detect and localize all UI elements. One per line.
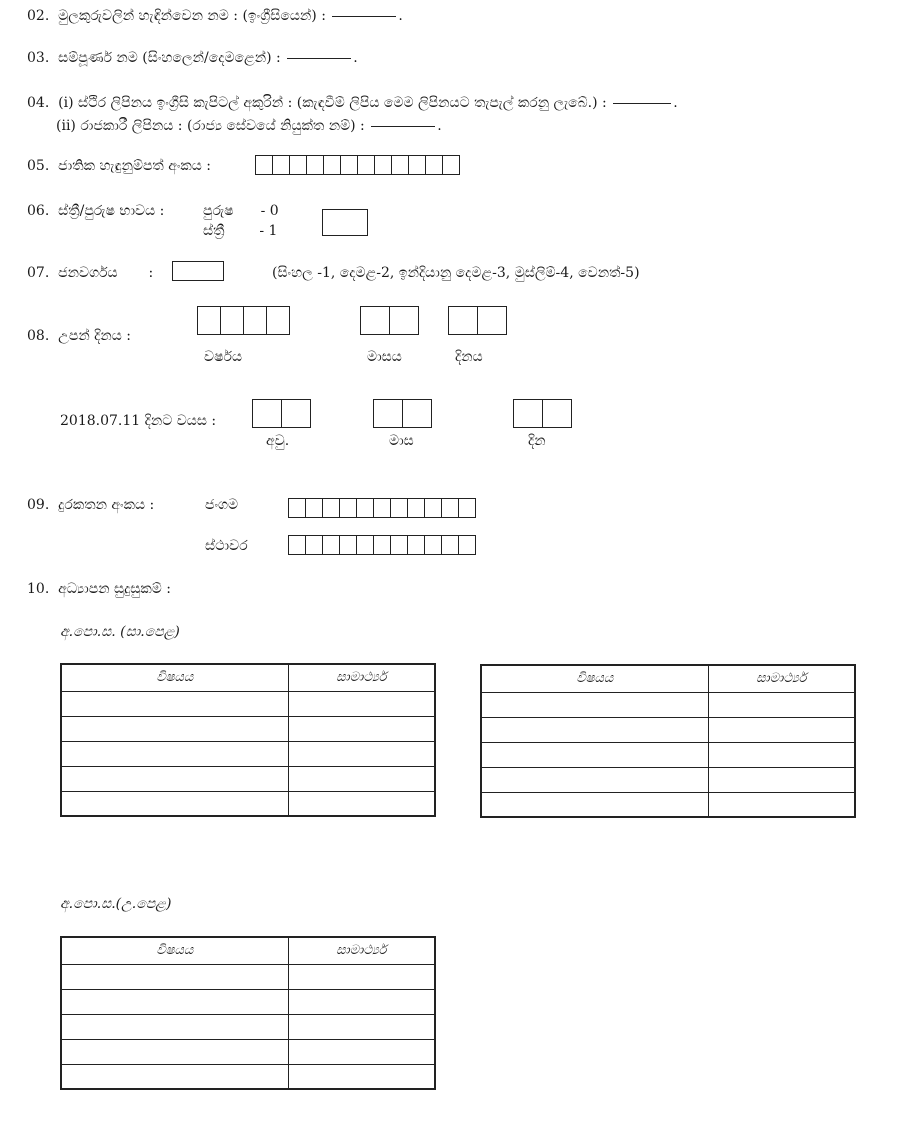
month-caption: මාසය (367, 349, 402, 365)
grade-header: සාමාර්ථ්‍ය (288, 937, 435, 964)
digit-box[interactable] (389, 306, 419, 335)
digit-box[interactable] (424, 498, 442, 518)
item-06 (27, 203, 164, 219)
digit-box[interactable] (288, 535, 306, 555)
item-10 (27, 581, 171, 597)
education-label: අධ්‍යාපන සුදුසුකම් : (58, 581, 171, 597)
gender-label: ස්ත්‍රී/පුරුෂ භාවය : (58, 203, 165, 219)
digit-box[interactable] (356, 498, 374, 518)
grade-cell[interactable] (288, 1064, 435, 1089)
grade-header: සාමාර්ථ්‍ය (708, 665, 855, 692)
digit-box[interactable] (391, 155, 409, 175)
item-09 (27, 497, 154, 513)
digit-box[interactable] (373, 498, 391, 518)
full-name-line[interactable] (287, 58, 351, 59)
digit-box[interactable] (339, 498, 357, 518)
grade-cell[interactable] (288, 791, 435, 816)
digit-box[interactable] (424, 535, 442, 555)
grade-cell[interactable] (708, 717, 855, 742)
period: . (398, 8, 403, 24)
item-04 (27, 95, 678, 111)
item-number: 09. (27, 497, 50, 513)
digit-box[interactable] (477, 306, 507, 335)
digit-box[interactable] (323, 155, 341, 175)
table-row (61, 741, 435, 766)
grade-cell[interactable] (288, 989, 435, 1014)
age-months-caption: මාස (389, 433, 414, 449)
table-row (481, 792, 855, 817)
digit-box[interactable] (357, 155, 375, 175)
subject-cell[interactable] (61, 791, 288, 816)
subject-cell[interactable] (481, 792, 708, 817)
item-number: 06. (27, 203, 50, 219)
subject-cell[interactable] (61, 989, 288, 1014)
permanent-address-line[interactable] (613, 103, 671, 104)
mobile-boxes[interactable] (288, 498, 475, 518)
digit-box[interactable] (542, 399, 572, 428)
phone-label: දුරකතන අංකය : (58, 497, 155, 513)
subject-cell[interactable] (481, 742, 708, 767)
digit-box[interactable] (373, 535, 391, 555)
dob-year-boxes[interactable] (197, 306, 289, 335)
table-row (61, 989, 435, 1014)
digit-box[interactable] (448, 306, 478, 335)
item-03 (27, 50, 358, 66)
grade-cell[interactable] (288, 1014, 435, 1039)
digit-box[interactable] (390, 498, 408, 518)
grade-cell[interactable] (708, 792, 855, 817)
digit-box[interactable] (340, 155, 358, 175)
al-title: අ.පො.ස.(උ.පෙළ) (60, 896, 172, 912)
item-number: 07. (27, 265, 50, 281)
dob-label: උපන් දිනය : (58, 328, 131, 344)
digit-box[interactable] (281, 399, 311, 428)
ethnicity-options: (සිංහල -1, දෙමළ-2, ඉන්දියානු දෙමළ-3, මුස්ලිම්-4, වෙනත්-5) (272, 265, 640, 281)
official-address-line[interactable] (371, 126, 435, 127)
item-08 (27, 328, 131, 344)
permanent-address-label: (i) ස්ථිර ලිපිනය ඉංග්‍රීසි කැපිටල් අකුරින් : (කැඳවීම් ලිපිය මෙම ලිපිනයට තැපැල් කරනු ලැබේ.) : (58, 95, 607, 111)
table-row (61, 1039, 435, 1064)
nic-label: ජාතික හැඳුනුම්පත් අංකය : (58, 158, 212, 174)
year-caption: වර්ෂය (204, 349, 243, 365)
subject-cell[interactable] (61, 1039, 288, 1064)
landline-label: ස්ථාවර (205, 538, 248, 554)
table-row (61, 1064, 435, 1089)
table-row (61, 716, 435, 741)
digit-box[interactable] (252, 399, 282, 428)
period: . (353, 50, 358, 66)
table-row (61, 791, 435, 816)
item-02 (27, 8, 403, 24)
digit-box[interactable] (402, 399, 432, 428)
female-label: ස්ත්‍රී (203, 223, 225, 239)
item-number: 04. (27, 95, 50, 111)
period: . (673, 95, 678, 111)
ethnicity-box[interactable] (172, 261, 224, 281)
digit-box[interactable] (390, 535, 408, 555)
gender-box[interactable] (322, 209, 368, 236)
digit-box[interactable] (458, 498, 476, 518)
period: . (437, 118, 442, 134)
digit-box[interactable] (513, 399, 543, 428)
mobile-label: ජංගම (205, 497, 239, 513)
colon: : (148, 265, 154, 281)
subject-cell[interactable] (481, 717, 708, 742)
table-header (61, 937, 435, 964)
digit-box[interactable] (442, 155, 460, 175)
dob-day-boxes[interactable] (448, 306, 506, 335)
table-header (481, 665, 855, 692)
landline-boxes[interactable] (288, 535, 475, 555)
digit-box[interactable] (243, 306, 267, 335)
digit-box[interactable] (356, 535, 374, 555)
grade-cell[interactable] (288, 766, 435, 791)
table-row (481, 717, 855, 742)
digit-box[interactable] (339, 535, 357, 555)
table-row (481, 742, 855, 767)
digit-box[interactable] (288, 498, 306, 518)
nic-boxes[interactable] (255, 155, 459, 175)
dob-month-boxes[interactable] (360, 306, 418, 335)
age-days-boxes[interactable] (513, 399, 571, 428)
item-07 (27, 265, 153, 281)
ol-grade-table-right (480, 664, 856, 818)
digit-box[interactable] (255, 155, 273, 175)
digit-box[interactable] (407, 535, 425, 555)
table-row (61, 1014, 435, 1039)
female-code: - 1 (259, 223, 278, 239)
day-caption: දිනය (455, 349, 483, 365)
item-number: 10. (27, 581, 50, 597)
item-05 (27, 158, 211, 174)
grade-cell[interactable] (288, 964, 435, 989)
subject-cell[interactable] (61, 741, 288, 766)
official-address-label: (ii) රාජකාරී ලිපිනය : (රාජ්‍ය සේවයේ නියුක්ත නම්) : (56, 118, 365, 134)
ethnicity-label: ජනවර්ගය (58, 265, 118, 281)
digit-box[interactable] (197, 306, 221, 335)
digit-box[interactable] (441, 535, 459, 555)
subject-cell[interactable] (61, 1014, 288, 1039)
subject-cell[interactable] (61, 964, 288, 989)
initials-name-line[interactable] (332, 16, 396, 17)
al-grade-table (60, 936, 436, 1090)
subject-cell[interactable] (61, 716, 288, 741)
table-row (481, 767, 855, 792)
digit-box[interactable] (360, 306, 390, 335)
digit-box[interactable] (220, 306, 244, 335)
initials-name-label: මුලකුරුවලින් හැඳින්වෙන නම : (ඉංග්‍රීසියෙන්) : (58, 8, 326, 24)
gender-male-option (203, 203, 279, 219)
ol-grade-table-left (60, 663, 436, 817)
item-number: 08. (27, 328, 50, 344)
item-number: 02. (27, 8, 50, 24)
digit-box[interactable] (272, 155, 290, 175)
subject-cell[interactable] (481, 692, 708, 717)
grade-cell[interactable] (288, 1039, 435, 1064)
subject-cell[interactable] (481, 767, 708, 792)
official-address-row (56, 118, 442, 134)
grade-header: සාමාර්ථ්‍ය (288, 664, 435, 691)
ol-title: අ.පො.ස. (සා.පෙළ) (60, 624, 180, 640)
digit-box[interactable] (305, 498, 323, 518)
table-row (481, 692, 855, 717)
subject-cell[interactable] (61, 766, 288, 791)
digit-box[interactable] (322, 498, 340, 518)
male-label: පුරුෂ (203, 203, 234, 219)
digit-box[interactable] (306, 155, 324, 175)
digit-box[interactable] (305, 535, 323, 555)
male-code: - 0 (260, 203, 279, 219)
grade-cell[interactable] (288, 741, 435, 766)
digit-box[interactable] (266, 306, 290, 335)
age-months-boxes[interactable] (373, 399, 431, 428)
table-header (61, 664, 435, 691)
grade-cell[interactable] (708, 767, 855, 792)
age-years-caption: අවු. (266, 433, 290, 449)
digit-box[interactable] (289, 155, 307, 175)
table-row (61, 766, 435, 791)
digit-box[interactable] (408, 155, 426, 175)
table-row (61, 964, 435, 989)
digit-box[interactable] (373, 399, 403, 428)
digit-box[interactable] (322, 535, 340, 555)
grade-cell[interactable] (288, 691, 435, 716)
subject-header: විෂයය (61, 937, 288, 964)
subject-cell[interactable] (61, 1064, 288, 1089)
grade-cell[interactable] (708, 692, 855, 717)
grade-cell[interactable] (708, 742, 855, 767)
table-row (61, 691, 435, 716)
grade-cell[interactable] (288, 716, 435, 741)
item-number: 05. (27, 158, 50, 174)
subject-header: විෂයය (481, 665, 708, 692)
age-label: 2018.07.11 දිනට වයස : (60, 413, 217, 429)
gender-female-option (203, 223, 277, 239)
digit-box[interactable] (441, 498, 459, 518)
age-years-boxes[interactable] (252, 399, 310, 428)
item-number: 03. (27, 50, 50, 66)
age-days-caption: දින (528, 433, 546, 449)
digit-box[interactable] (458, 535, 476, 555)
digit-box[interactable] (374, 155, 392, 175)
full-name-label: සම්පූර්ණ නම (සිංහලෙන්/දෙමළෙන්) : (58, 50, 281, 66)
digit-box[interactable] (425, 155, 443, 175)
subject-header: විෂයය (61, 664, 288, 691)
digit-box[interactable] (407, 498, 425, 518)
subject-cell[interactable] (61, 691, 288, 716)
